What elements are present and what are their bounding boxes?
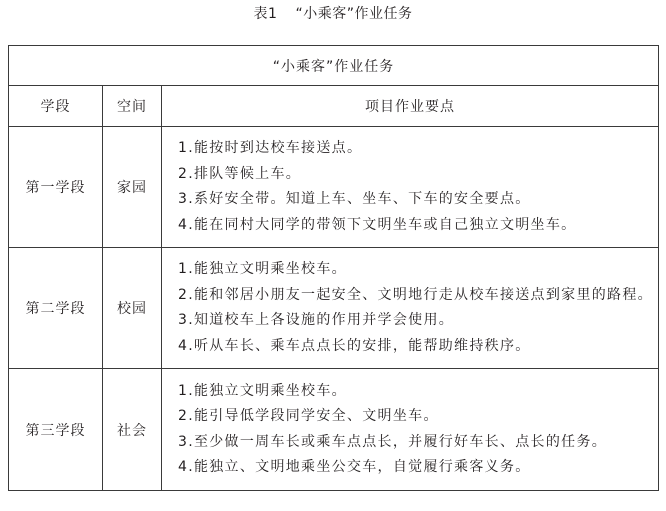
task-point: 1.能独立文明乘坐校车。: [178, 261, 347, 277]
space-cell: 社会: [103, 369, 162, 491]
header-stage: 学段: [9, 86, 103, 127]
table-row: [9, 127, 659, 248]
table-caption-title: “小乘客”作业任务: [295, 6, 413, 22]
task-point: 1.能独立文明乘坐校车。: [178, 382, 347, 399]
task-point: 2.排队等候上车。: [178, 165, 302, 182]
task-point: 4.能独立、文明地乘坐公交车，自觉履行乘客义务。: [178, 459, 531, 475]
task-point: 4.听从车长、乘车点点长的安排，能帮助维持秩序。: [178, 337, 531, 354]
table-row: [9, 248, 659, 369]
table-row: [9, 369, 659, 491]
table-caption: [0, 4, 666, 24]
points-cell: [162, 369, 659, 491]
points-cell: [162, 127, 659, 248]
task-point: 3.知道校车上各设施的作用并学会使用。: [178, 312, 455, 328]
task-point: 2.能和邻居小朋友一起安全、文明地行走从校车接送点到家里的路程。: [178, 286, 653, 303]
stage-cell: 第三学段: [9, 369, 103, 491]
space-cell: 家园: [103, 127, 162, 248]
space-cell: 校园: [103, 248, 162, 369]
stage-cell: 第一学段: [9, 127, 103, 248]
task-table: [8, 45, 659, 491]
task-point: 3.系好安全带。知道上车、坐车、下车的安全要点。: [178, 191, 531, 207]
header-points: 项目作业要点: [162, 86, 659, 127]
task-point: 1.能按时到达校车接送点。: [178, 140, 363, 156]
task-point: 3.至少做一周车长或乘车点点长，并履行好车长、点长的任务。: [178, 433, 608, 450]
table-title: “小乘客”作业任务: [9, 46, 659, 86]
stage-cell: 第二学段: [9, 248, 103, 369]
task-point: 4.能在同村大同学的带领下文明坐车或自己独立文明坐车。: [178, 216, 577, 233]
table-header-row: [9, 86, 659, 127]
header-space: 空间: [103, 86, 162, 127]
points-cell: [162, 248, 659, 369]
table-number: 表1: [253, 6, 278, 22]
table-title-row: [9, 46, 659, 86]
task-point: 2.能引导低学段同学安全、文明坐车。: [178, 408, 439, 424]
